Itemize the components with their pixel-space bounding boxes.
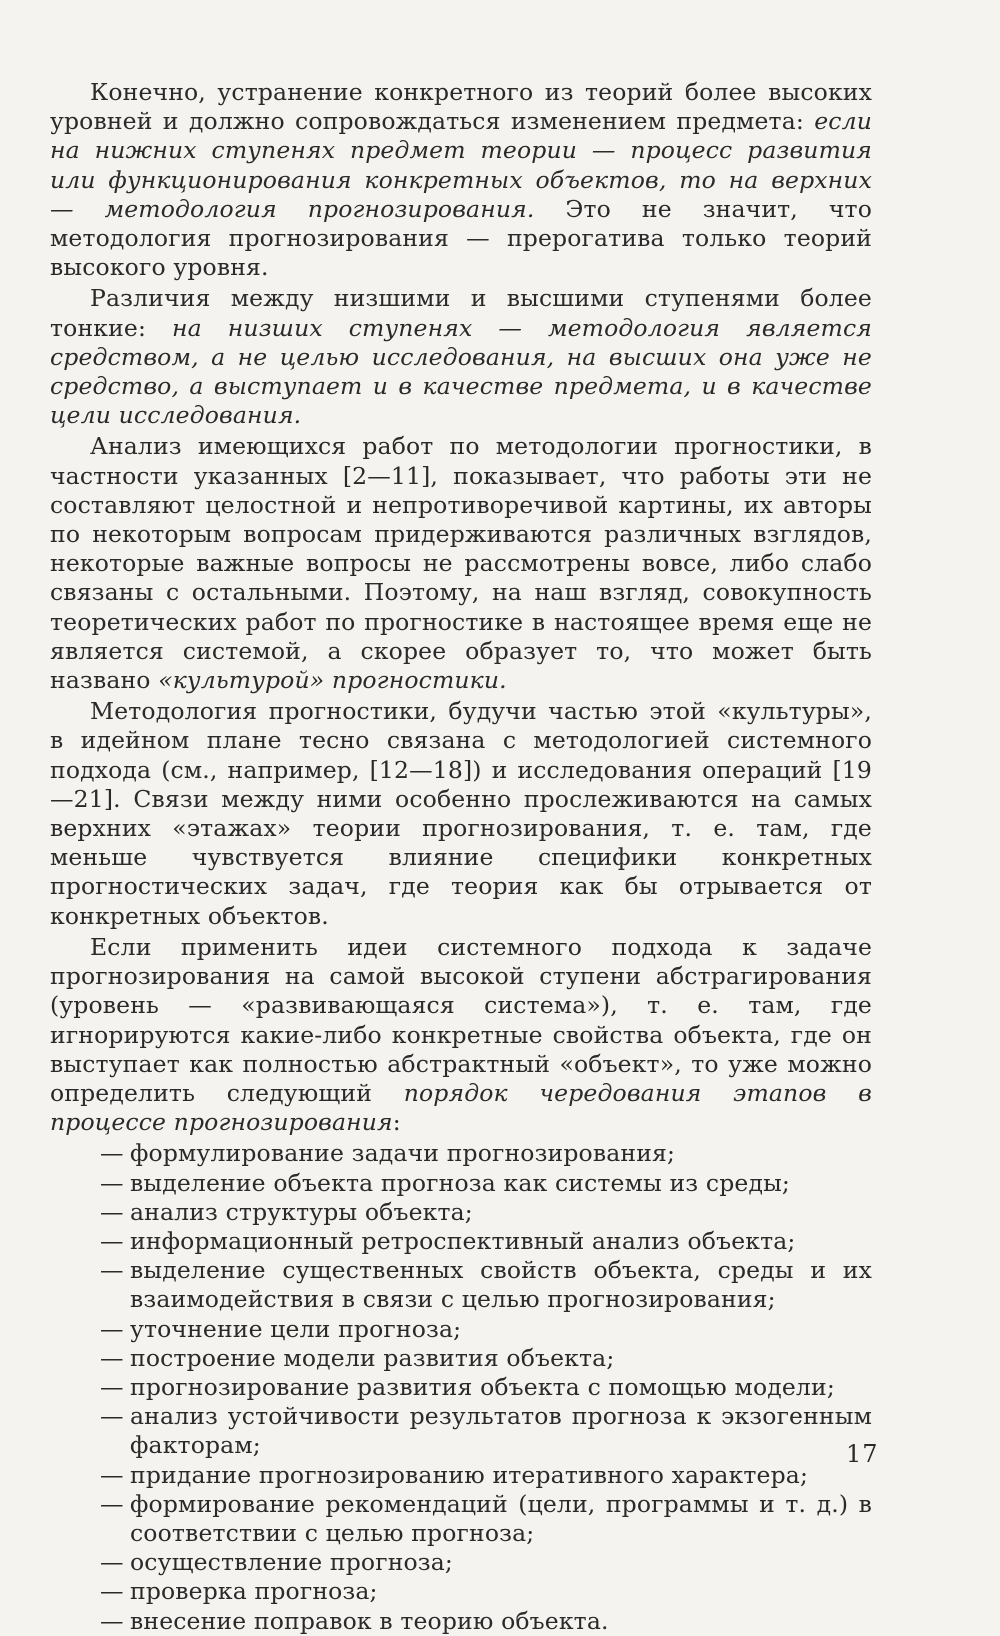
list-dash: — — [100, 1197, 124, 1226]
list-item-text: уточнение цели прогноза; — [130, 1314, 462, 1343]
text-segment: Конечно, устранение конкретного из теорий более высоких уровней и должно сопровождаться изменением предмета: — [50, 78, 872, 136]
list-item-text: прогнозирование развития объекта с помощью модели; — [130, 1372, 835, 1401]
paragraph-p1 — [50, 78, 872, 282]
paragraph-p4 — [50, 697, 872, 931]
list-item-text: формулирование задачи прогнозирования; — [130, 1139, 676, 1168]
list-item — [50, 1256, 872, 1314]
list-dash: — — [100, 1256, 124, 1285]
text-segment: Это не значит, что методология прогнозирования — прерогатива только теорий высокого уровня. — [50, 194, 872, 282]
list-item — [50, 1198, 872, 1227]
list-item — [50, 1227, 872, 1256]
list-dash: — — [100, 1577, 124, 1606]
list-item-text: выделение объекта прогноза как системы из среды; — [130, 1168, 791, 1197]
list-item — [50, 1607, 872, 1636]
list-dash: — — [100, 1139, 124, 1168]
text-segment: Анализ имеющихся работ по методологии прогностики, в частности указанных [2—11], показывает, что работы эти не составляют целостной и непротиворечивой картины, их авторы по некоторым вопросам придерживаются различных взглядов, некоторые важные вопросы не рассмотрены вовсе, либо слабо связаны с остальными. Поэтому, на наш взгляд, совокупность теоретических работ по прогностике в настоящее время еще не является системой, а скорее образует то, что может быть названо — [50, 432, 872, 695]
italic-segment: «культурой» прогностики. — [158, 666, 507, 695]
paragraph-p5 — [50, 933, 872, 1137]
list-item-text: придание прогнозированию итеративного характера; — [130, 1460, 809, 1489]
list-item — [50, 1548, 872, 1577]
text-segment: : — [392, 1108, 401, 1137]
list-item — [50, 1169, 872, 1198]
list-item-text: выделение существенных свойств объекта, среды и их взаимодействия в связи с целью прогнозирования; — [130, 1256, 872, 1314]
list-item-text: формирование рекомендаций (цели, программы и т. д.) в соответствии с целью прогноза; — [130, 1489, 872, 1547]
list-item — [50, 1139, 872, 1168]
list-item-text: проверка прогноза; — [130, 1577, 378, 1606]
list-dash: — — [100, 1314, 124, 1343]
paragraph-p2 — [50, 284, 872, 430]
body-text — [50, 78, 872, 1137]
list-item — [50, 1344, 872, 1373]
paragraph-p3 — [50, 432, 872, 695]
text-segment: Различия между низшими и высшими ступенями более тонкие: — [50, 284, 872, 342]
list-item-text: анализ структуры объекта; — [130, 1197, 473, 1226]
list-dash: — — [100, 1489, 124, 1518]
list-item-text: информационный ретроспективный анализ объекта; — [130, 1226, 796, 1255]
list-dash: — — [100, 1460, 124, 1489]
list-item — [50, 1577, 872, 1606]
list-dash: — — [100, 1168, 124, 1197]
list-item-text: анализ устойчивости результатов прогноза к экзогенным факторам; — [130, 1402, 872, 1460]
list-item — [50, 1490, 872, 1548]
list-item — [50, 1402, 872, 1460]
list-dash: — — [100, 1606, 124, 1635]
forecasting-stages-list — [50, 1139, 872, 1635]
list-dash: — — [100, 1548, 124, 1577]
page-number: 17 — [846, 1440, 879, 1468]
text-segment: Методология прогностики, будучи частью этой «культуры», в идейном плане тесно связана с методологией системного подхода (см., например, [12—18]) и исследования операций [19—21]. Связи между ними особенно прослеживаются на самых верхних «этажах» теории прогнозирования, т. е. там, где меньше чувствуется влияние специфики конкретных прогностических задач, где теория как бы отрывается от конкретных объектов. — [50, 697, 872, 930]
list-item-text: осуществление прогноза; — [130, 1548, 453, 1577]
italic-segment: на низших ступенях — методология является средством, а не целью исследования, на высших она уже не средство, а выступает и в качестве предмета, и в качестве цели исследования. — [50, 313, 872, 430]
list-item — [50, 1315, 872, 1344]
italic-segment: если на нижних ступенях предмет теории — процесс развития или функционирования конкретных объектов, то на верхних — методология прогнозирования. — [50, 107, 872, 223]
text-segment: Если применить идеи системного подхода к задаче прогнозирования на самой высокой ступени абстрагирования (уровень — «развивающаяся система»), т. е. там, где игнорируются какие-либо конкретные свойства объекта, где он выступает как полностью абстрактный «объект», то уже можно определить следующий — [50, 932, 872, 1107]
list-item — [50, 1461, 872, 1490]
list-item — [50, 1373, 872, 1402]
list-dash: — — [100, 1226, 124, 1255]
list-item-text: построение модели развития объекта; — [130, 1343, 615, 1372]
list-dash: — — [100, 1343, 124, 1372]
list-dash: — — [100, 1402, 124, 1431]
list-item-text: внесение поправок в теорию объекта. — [130, 1606, 609, 1635]
italic-segment: порядок чередования этапов в процессе прогнозирования — [50, 1078, 872, 1137]
list-dash: — — [100, 1372, 124, 1401]
